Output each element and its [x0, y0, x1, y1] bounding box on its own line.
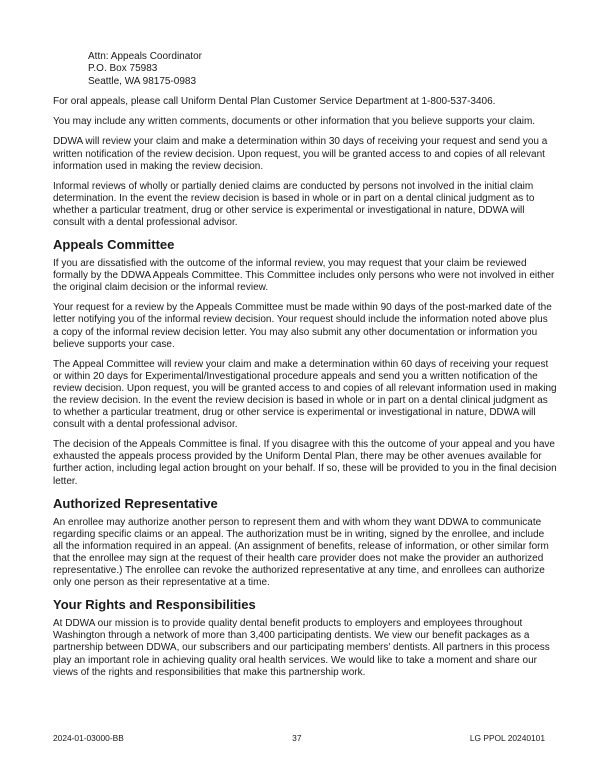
- text-line: review decision. Upon request, you will be granted access to and copies of all relevant information used in making: [53, 382, 557, 394]
- address-line: Seattle, WA 98175-0983: [88, 75, 197, 87]
- paragraph: [53, 96, 553, 108]
- text-line: all the information required in an appeal. (An assignment of benefits, release of information, or other similar form: [53, 540, 549, 552]
- paragraph: [53, 258, 553, 294]
- text-line: a copy of the informal review decision letter. You may also submit any other documentation or information you: [53, 326, 538, 338]
- mailing-address: [53, 51, 553, 88]
- text-line: Washington through a network of more than 3,400 participating dentists. We view our benefit packages as a: [53, 630, 530, 642]
- text-line: consult with a dental professional advisor.: [53, 419, 238, 431]
- section-heading: [53, 496, 553, 512]
- text-line: Appeals Committee: [53, 237, 175, 253]
- paragraph: [53, 358, 557, 432]
- paragraph: [53, 517, 553, 590]
- text-line: An enrollee may authorize another person to represent them and with whom they want DDWA to communicate: [53, 516, 542, 528]
- document-body: [53, 51, 557, 687]
- page-footer: [53, 733, 545, 743]
- text-line: exhausted the appeals process provided by the Uniform Dental Plan, there may be other avenues available for: [53, 451, 542, 463]
- plan-code: LG PPOL 20240101: [469, 733, 545, 743]
- text-line: Your request for a review by the Appeals Committee must be made within 90 days of the post-marked date of the: [53, 302, 552, 314]
- paragraph: [53, 618, 553, 678]
- document-blocks: [53, 96, 557, 678]
- text-line: play an important role in achieving quality oral health services. We would like to take a moment and share our: [53, 654, 537, 666]
- text-line: DDWA will review your claim and make a determination within 30 days of receiving your request and send you a: [53, 136, 548, 148]
- text-line: consult with a dental professional advisor.: [53, 216, 238, 228]
- text-line: The decision of the Appeals Committee is final. If you disagree with this the outcome of your appeal and you have: [53, 439, 555, 451]
- text-line: representative.) The enrollee can revoke the authorized representative at any time, and enrollees can authorize: [53, 565, 545, 577]
- paragraph: [53, 302, 553, 350]
- page-number: 37: [292, 733, 302, 743]
- text-line: Your Rights and Responsibilities: [53, 597, 256, 613]
- text-line: believe supports your case.: [53, 338, 175, 350]
- text-line: Authorized Representative: [53, 495, 218, 511]
- text-line: to whether a particular treatment, drug or other service is experimental or investigational in nature, DDWA will: [53, 407, 536, 419]
- text-line: formally by the DDWA Appeals Committee. This Committee includes only persons who were not involved in either: [53, 270, 555, 282]
- text-line: letter.: [53, 475, 78, 487]
- text-line: At DDWA our mission is to provide quality dental benefit products to employers and employees throughout: [53, 618, 523, 630]
- text-line: For oral appeals, please call Uniform Dental Plan Customer Service Department at 1-800-537-3406.: [53, 96, 496, 108]
- text-line: that the enrollee may sign at the request of their health care provider does not make the provider an authorized: [53, 552, 544, 564]
- text-line: You may include any written comments, documents or other information that you believe supports your claim.: [53, 116, 536, 128]
- text-line: the review decision. In the event the review decision is based in whole or in part on a dental clinical judgment as: [53, 395, 548, 406]
- section-heading: [53, 237, 553, 253]
- address-line: Attn: Appeals Coordinator: [88, 51, 202, 62]
- text-line: views of the rights and responsibilities that make this partnership work.: [53, 666, 366, 678]
- document-code: 2024-01-03000-BB: [53, 733, 124, 743]
- address-line: P.O. Box 75983: [88, 63, 158, 75]
- text-line: whether a particular treatment, drug or other service is experimental or investigational in nature, DDWA will: [53, 204, 525, 216]
- text-line: only one person as their representative at a time.: [53, 577, 270, 589]
- text-line: letter notifying you of the informal review decision. Your request should include the information noted above plus: [53, 314, 548, 326]
- text-line: The Appeal Committee will review your claim and make a determination within 60 days of receiving your request: [53, 358, 549, 370]
- text-line: determination. In the event the review decision is based in whole or in part on a dental clinical judgment as to: [53, 192, 535, 204]
- section-heading: [53, 597, 553, 613]
- text-line: written notification of the review decision. Upon request, you will be granted access to and copies of all relevant: [53, 148, 545, 160]
- text-line: If you are dissatisfied with the outcome of the informal review, you may request that your claim be reviewed: [53, 258, 527, 270]
- text-line: partnership between DDWA, our subscribers and our participating members' dentists. All partners in this process: [53, 642, 550, 654]
- paragraph: [53, 136, 553, 172]
- text-line: information used in making the review decision.: [53, 160, 264, 172]
- text-line: or within 20 days for Experimental/Investigational procedure appeals and send you a written notification of the: [53, 370, 538, 382]
- text-line: regarding specific claims or an appeal. The authorization must be in writing, signed by the enrollee, and include: [53, 528, 545, 540]
- paragraph: [53, 181, 553, 229]
- text-line: further action, including legal action brought on your behalf. If so, these will be provided to you in the final decision: [53, 463, 557, 475]
- text-line: Informal reviews of wholly or partially denied claims are conducted by persons not involved in the initial claim: [53, 180, 534, 192]
- text-line: the original claim decision or the informal review.: [53, 282, 269, 294]
- paragraph: [53, 116, 553, 128]
- paragraph: [53, 439, 557, 487]
